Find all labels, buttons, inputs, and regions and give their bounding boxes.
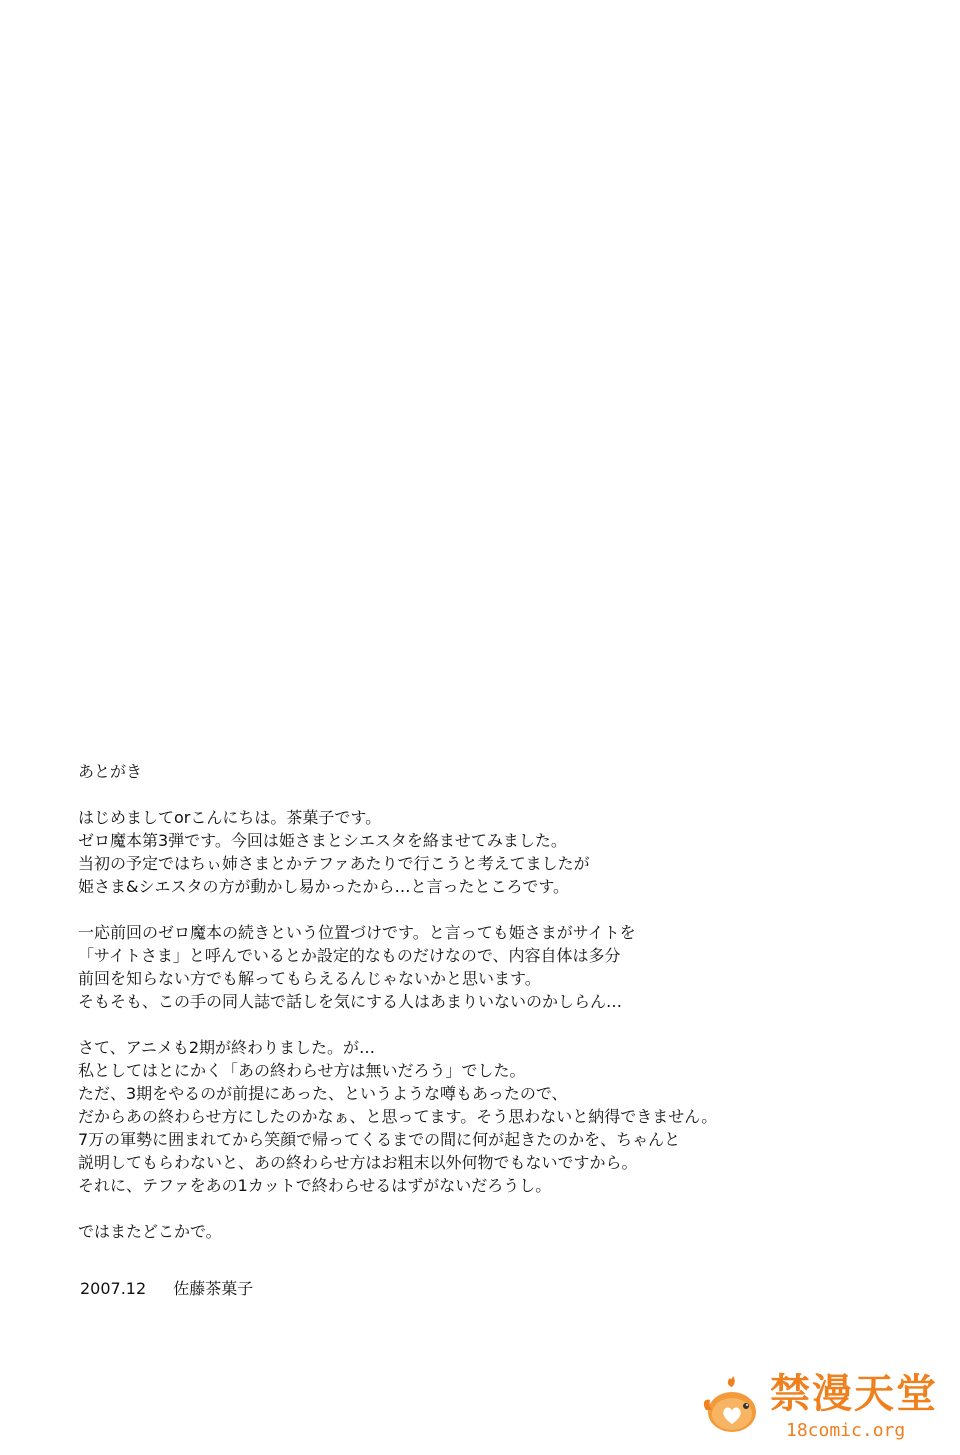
paragraph-gap [78, 1013, 878, 1036]
text-line: だからあの終わらせ方にしたのかなぁ、と思ってます。そう思わないと納得できません。 [78, 1107, 718, 1126]
afterword-heading: あとがき [78, 762, 143, 781]
paragraph-gap [78, 898, 878, 921]
paragraph-gap [78, 1197, 878, 1220]
paragraph-gap [78, 783, 878, 806]
text-line: 当初の予定ではちぃ姉さまとかテファあたりで行こうと考えてましたが [78, 854, 590, 873]
text-line: そもそも、この手の同人誌で話しを気にする人はあまりいないのかしらん… [78, 992, 623, 1011]
watermark [700, 1368, 950, 1448]
watermark-url: 18comic.org [786, 1420, 906, 1441]
text-line: ゼロ魔本第3弾です。今回は姫さまとシエスタを絡ませてみました。 [78, 831, 567, 850]
text-line: 前回を知らない方でも解ってもらえるんじゃないかと思います。 [78, 969, 541, 988]
text-line: それに、テファをあの1カットで終わらせるはずがないだろうし。 [78, 1176, 552, 1195]
text-line: 「サイトさま」と呼んでいるとか設定的なものだけなので、内容自体は多分 [78, 946, 621, 965]
afterword-text [78, 760, 878, 1243]
closing-line: ではまたどこかで。 [78, 1222, 222, 1241]
signature [80, 1279, 253, 1299]
text-line: 姫さま&シエスタの方が動かし易かったから…と言ったところです。 [78, 877, 570, 896]
text-line: 説明してもらわないと、あの終わらせ方はお粗末以外何物でもないですから。 [78, 1153, 638, 1172]
text-line: 7万の軍勢に囲まれてから笑顔で帰ってくるまでの間に何が起きたのかを、ちゃんと [78, 1130, 681, 1149]
text-line: 私としてはとにかく「あの終わらせ方は無いだろう」でした。 [78, 1061, 526, 1080]
signature-author: 佐藤茶菓子 [173, 1279, 254, 1298]
text-line: 一応前回のゼロ魔本の続きという位置づけです。と言っても姫さまがサイトを [78, 923, 636, 942]
text-line: さて、アニメも2期が終わりました。が… [78, 1038, 376, 1057]
text-line: ただ、3期をやるのが前提にあった、というような噂もあったので、 [78, 1084, 568, 1103]
watermark-title: 禁漫天堂 [770, 1371, 938, 1417]
text-line: はじめましてorこんにちは。茶菓子です。 [78, 808, 382, 827]
signature-date: 2007.12 [80, 1279, 147, 1298]
heart-bird-logo-icon [702, 1374, 764, 1436]
